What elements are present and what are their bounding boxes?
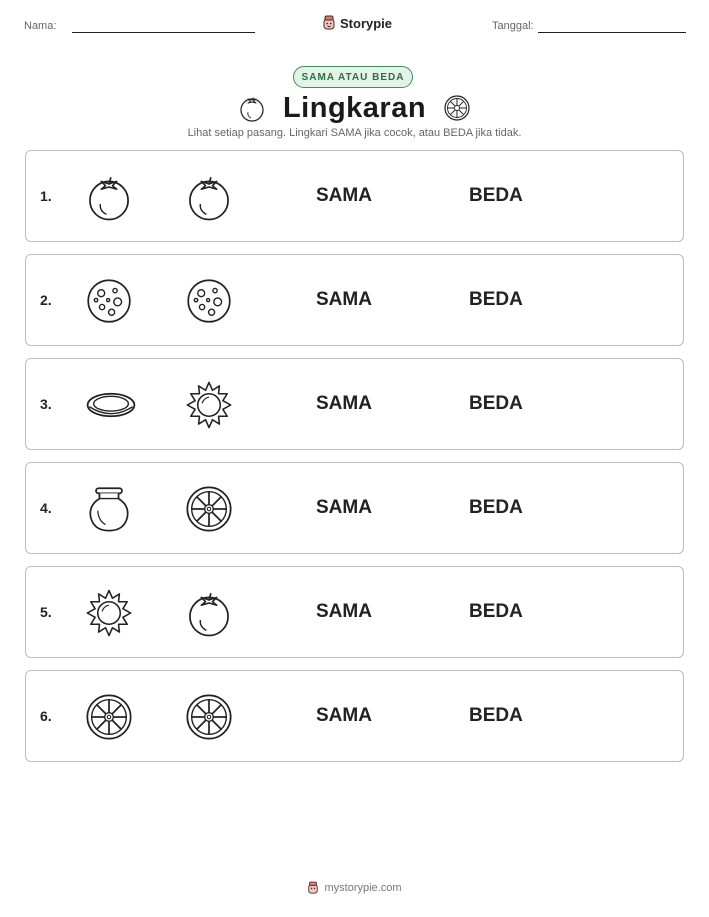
tomato-icon <box>83 171 135 223</box>
option-beda[interactable]: BEDA <box>469 393 523 414</box>
topic-badge: SAMA ATAU BEDA <box>293 66 413 88</box>
wheel-icon <box>183 483 235 535</box>
title-row <box>0 90 709 126</box>
item-number: 1. <box>40 188 52 204</box>
item-number: 6. <box>40 708 52 724</box>
moon-icon <box>183 275 235 327</box>
option-beda[interactable]: BEDA <box>469 289 523 310</box>
option-beda[interactable]: BEDA <box>469 185 523 206</box>
pot-icon <box>83 483 135 535</box>
option-sama[interactable]: SAMA <box>316 497 372 518</box>
option-sama[interactable]: SAMA <box>316 705 372 726</box>
exercise-row <box>25 462 684 554</box>
storypie-mascot-icon <box>307 881 319 895</box>
wheel-icon <box>83 691 135 743</box>
date-label: Tanggal: <box>492 20 534 32</box>
option-sama[interactable]: SAMA <box>316 601 372 622</box>
item-number: 2. <box>40 292 52 308</box>
footer-url[interactable]: mystorypie.com <box>324 882 402 894</box>
exercise-row <box>25 670 684 762</box>
sun-icon <box>183 379 235 431</box>
brand-logo <box>322 13 392 33</box>
brand-name: Storypie <box>340 15 393 31</box>
option-beda[interactable]: BEDA <box>469 601 523 622</box>
exercise-row <box>25 358 684 450</box>
exercise-row <box>25 150 684 242</box>
option-sama[interactable]: SAMA <box>316 393 372 414</box>
wheel-icon <box>183 691 235 743</box>
option-beda[interactable]: BEDA <box>469 497 523 518</box>
footer <box>0 878 709 898</box>
tomato-icon <box>183 587 235 639</box>
date-line[interactable] <box>538 32 686 33</box>
option-sama[interactable]: SAMA <box>316 289 372 310</box>
exercise-row <box>25 254 684 346</box>
name-label: Nama: <box>24 20 57 32</box>
item-number: 4. <box>40 500 52 516</box>
tomato-icon <box>237 93 267 123</box>
instructions: Lihat setiap pasang. Lingkari SAMA jika cocok, atau BEDA jika tidak. <box>187 127 522 139</box>
name-line[interactable] <box>72 32 255 33</box>
item-number: 3. <box>40 396 52 412</box>
storypie-mascot-icon <box>322 15 336 31</box>
plate-icon <box>83 379 135 431</box>
item-number: 5. <box>40 604 52 620</box>
tomato-icon <box>183 171 235 223</box>
page-title: Lingkaran <box>282 91 427 124</box>
option-beda[interactable]: BEDA <box>469 705 523 726</box>
option-sama[interactable]: SAMA <box>316 185 372 206</box>
exercise-row <box>25 566 684 658</box>
moon-icon <box>83 275 135 327</box>
sun-icon <box>83 587 135 639</box>
wheel-icon <box>442 93 472 123</box>
